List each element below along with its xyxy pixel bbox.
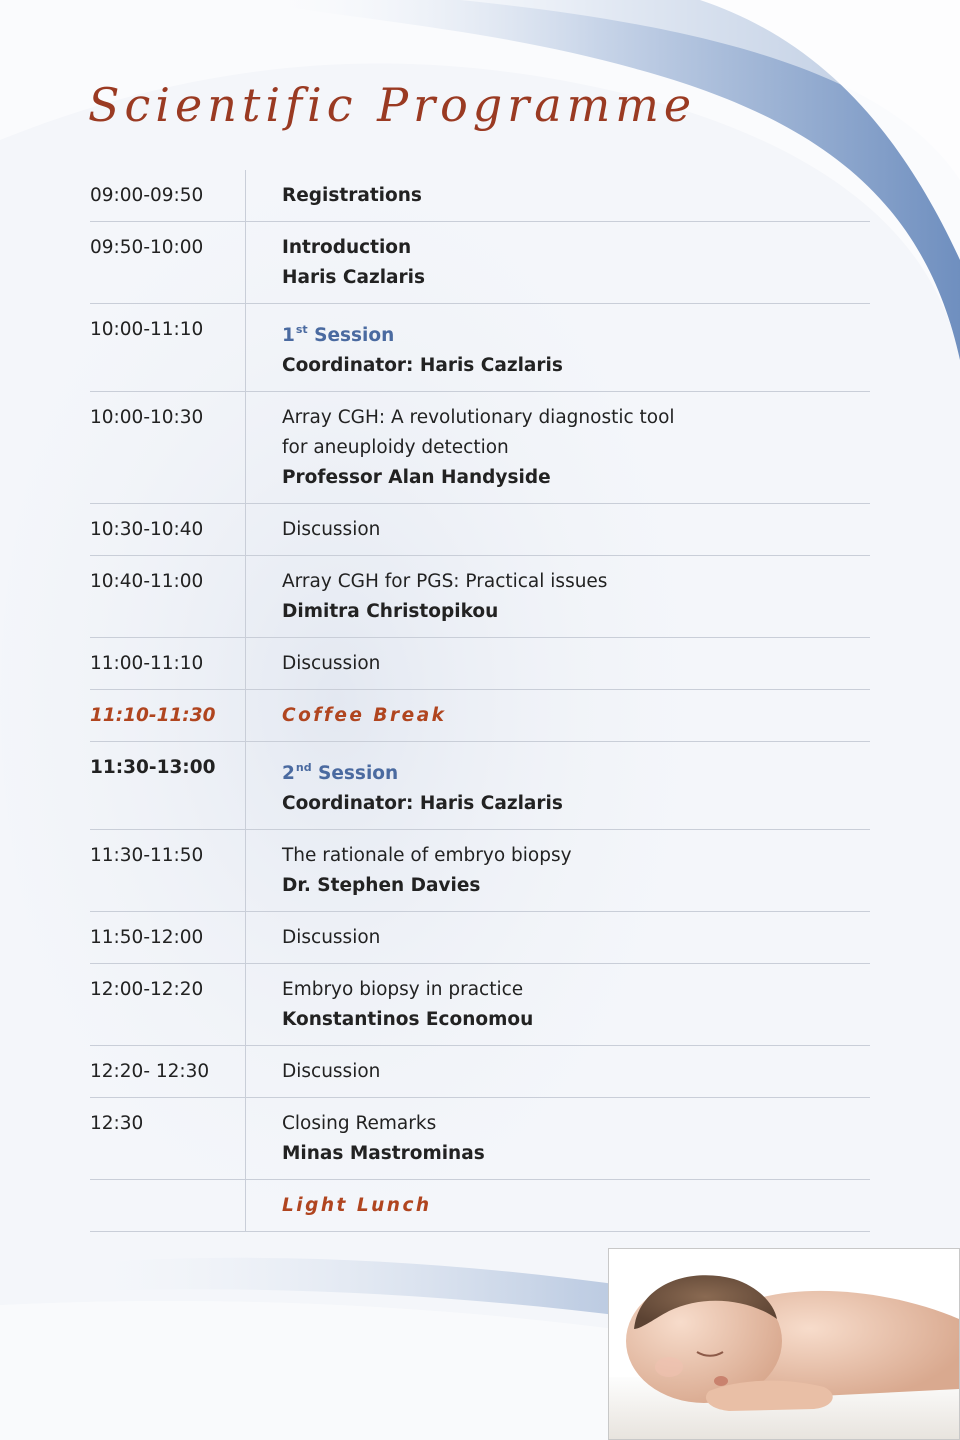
speaker-name: Professor Alan Handyside (282, 467, 551, 488)
speaker-name: Dimitra Christopikou (282, 601, 499, 622)
schedule-row (90, 504, 870, 556)
time-slot: 11:00-11:10 (90, 653, 204, 674)
time-slot: 10:40-11:00 (90, 571, 204, 592)
coffee-break-label: Coffee Break (282, 705, 447, 726)
session-ordinal: nd (295, 761, 312, 774)
talk-title: Array CGH for PGS: Practical issues (282, 571, 608, 592)
time-slot: 11:30-11:50 (90, 845, 204, 866)
event-cell (246, 1180, 870, 1231)
schedule-row (90, 912, 870, 964)
speaker-name: Dr. Stephen Davies (282, 875, 481, 896)
schedule-row (90, 830, 870, 912)
time-slot: 11:50-12:00 (90, 927, 204, 948)
time-slot: 11:10-11:30 (90, 705, 216, 726)
event-cell (246, 504, 870, 555)
schedule-row (90, 1046, 870, 1098)
talk-title: The rationale of embryo biopsy (282, 845, 572, 866)
schedule-row (90, 170, 870, 222)
session-heading (282, 315, 870, 351)
sleeping-baby-photo (608, 1248, 960, 1440)
schedule-row (90, 1098, 870, 1180)
time-slot: 12:20- 12:30 (90, 1061, 210, 1082)
session-word: Session (314, 325, 395, 346)
coordinator: Coordinator: Haris Cazlaris (282, 355, 563, 376)
event-title: Discussion (282, 927, 381, 948)
talk-title: Array CGH: A revolutionary diagnostic tool (282, 407, 675, 428)
session-number: 2 (282, 763, 295, 784)
schedule-row (90, 556, 870, 638)
session-ordinal: st (295, 323, 308, 336)
coordinator: Coordinator: Haris Cazlaris (282, 793, 563, 814)
time-slot: 09:50-10:00 (90, 237, 204, 258)
time-slot: 10:00-10:30 (90, 407, 204, 428)
time-slot: 12:30 (90, 1113, 144, 1134)
speaker-name: Haris Cazlaris (282, 267, 426, 288)
event-title: Introduction (282, 237, 412, 258)
event-cell (246, 556, 870, 637)
schedule-row (90, 1180, 870, 1232)
event-cell (246, 638, 870, 689)
session-number: 1 (282, 325, 295, 346)
event-cell (246, 690, 870, 741)
event-cell (246, 964, 870, 1045)
speaker-name: Minas Mastrominas (282, 1143, 485, 1164)
event-cell (246, 304, 870, 391)
time-slot (90, 1180, 245, 1231)
event-cell (246, 392, 870, 503)
event-title: Discussion (282, 653, 381, 674)
event-cell (246, 912, 870, 963)
event-cell (246, 742, 870, 829)
schedule-row (90, 964, 870, 1046)
schedule-row (90, 222, 870, 304)
talk-title: Embryo biopsy in practice (282, 979, 524, 1000)
schedule-row (90, 742, 870, 830)
time-slot: 11:30-13:00 (90, 757, 216, 778)
event-title: Discussion (282, 1061, 381, 1082)
schedule-row (90, 690, 870, 742)
time-slot: 12:00-12:20 (90, 979, 204, 1000)
schedule-row (90, 304, 870, 392)
schedule-table (90, 170, 870, 1232)
baby-illustration (609, 1249, 959, 1439)
event-title: Closing Remarks (282, 1113, 437, 1134)
schedule-row (90, 638, 870, 690)
speaker-name: Konstantinos Economou (282, 1009, 534, 1030)
time-slot: 10:30-10:40 (90, 519, 204, 540)
event-cell (246, 170, 870, 221)
event-cell (246, 222, 870, 303)
session-heading (282, 753, 870, 789)
event-title: Discussion (282, 519, 381, 540)
talk-title-cont: for aneuploidy detection (282, 437, 509, 458)
schedule-row (90, 392, 870, 504)
session-word: Session (318, 763, 399, 784)
event-cell (246, 1098, 870, 1179)
time-slot: 09:00-09:50 (90, 185, 204, 206)
event-title: Registrations (282, 185, 422, 206)
lunch-label: Light Lunch (282, 1195, 432, 1216)
page-title: Scientific Programme (88, 78, 697, 132)
time-slot: 10:00-11:10 (90, 319, 204, 340)
event-cell (246, 830, 870, 911)
event-cell (246, 1046, 870, 1097)
